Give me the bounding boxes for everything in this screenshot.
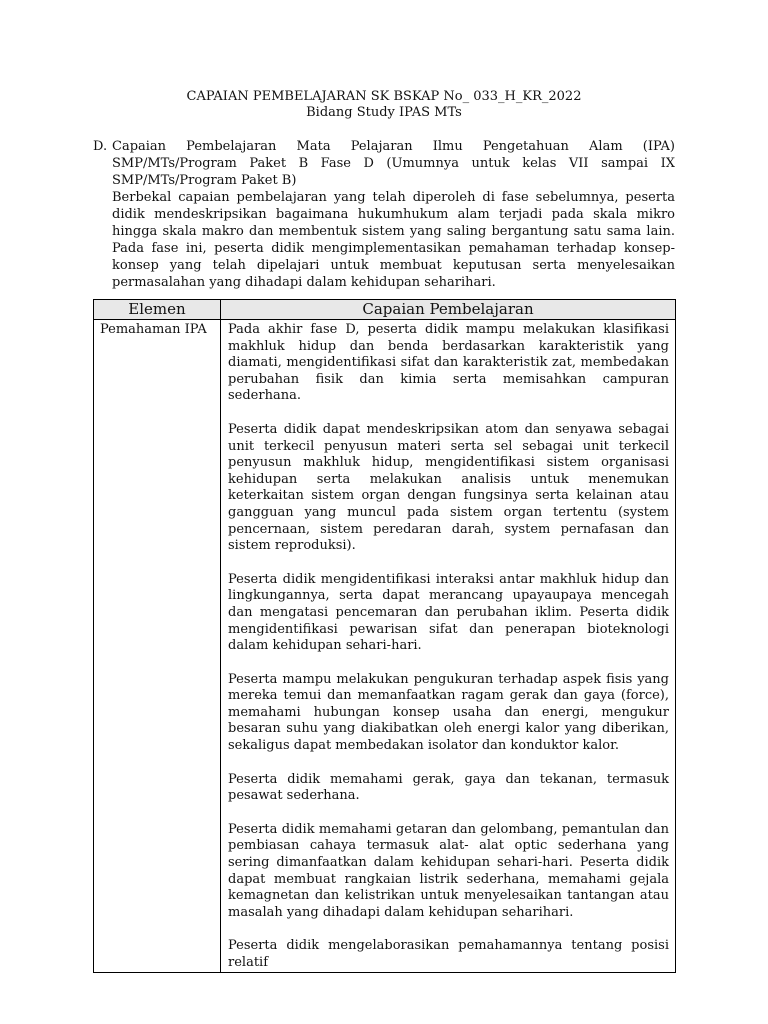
capaian-paragraph: Peserta didik memahami getaran dan gelombang, pemantulan dan pembiasan cahaya termasuk alat- alat optic sederhana yang sering dimanfaatkan dalam kehidupan sehari-hari. Peserta didik dapat membuat rangkaian listrik sederhana, memahami gejala kemagnetan dan kelistrikan untuk menyelesaikan tantangan atau masalah yang dihadapi dalam kehidupan seharihari. xyxy=(228,821,669,920)
section-heading: Capaian Pembelajaran Mata Pelajaran Ilmu Pengetahuan Alam (IPA) SMP/MTs/Program Paket B Fase D (Umumnya untuk kelas VII sampai IX SMP/MTs/Program Paket B) xyxy=(112,139,675,188)
capaian-paragraph: Peserta didik mengidentifikasi interaksi antar makhluk hidup dan lingkungannya, serta dapat merancang upayaupaya mencegah dan mengatasi pencemaran dan perubahan iklim. Peserta didik mengidentifikasi pewarisan sifat dan penerapan bioteknologi dalam kehidupan sehari-hari. xyxy=(228,571,669,654)
capaian-paragraph: Peserta mampu melakukan pengukuran terhadap aspek fisis yang mereka temui dan memanfaatkan ragam gerak dan gaya (force), memahami hubungan konsep usaha dan energi, mengukur besaran suhu yang diakibatkan oleh energi kalor yang diberikan, sekaligus dapat membedakan isolator dan konduktor kalor. xyxy=(228,671,669,754)
section-marker: D. xyxy=(93,139,108,154)
capaian-cell xyxy=(221,320,676,973)
capaian-paragraph: Peserta didik memahami gerak, gaya dan tekanan, termasuk pesawat sederhana. xyxy=(228,771,669,804)
capaian-paragraph: Pada akhir fase D, peserta didik mampu melakukan klasifikasi makhluk hidup dan benda berdasarkan karakteristik yang diamati, mengidentifikasi sifat dan karakteristik zat, membedakan perubahan fisik dan kimia serta memisahkan campuran sederhana. xyxy=(228,322,669,404)
section-body: Berbekal capaian pembelajaran yang telah diperoleh di fase sebelumnya, peserta didik mendeskripsikan bagaimana hukumhukum alam terjadi pada skala mikro hingga skala makro dan membentuk sistem yang saling bergantung satu sama lain. Pada fase ini, peserta didik mengimplementasikan pemahaman terhadap konsep-konsep yang telah dipelajari untuk membuat keputusan serta menyelesaikan permasalahan yang dihadapi dalam kehidupan seharihari. xyxy=(112,190,675,290)
elemen-cell: Pemahaman IPA xyxy=(94,320,221,973)
section-d xyxy=(93,138,675,291)
capaian-table xyxy=(93,299,676,973)
document-subtitle: Bidang Study IPAS MTs xyxy=(306,105,462,120)
capaian-paragraph: Peserta didik mengelaborasikan pemahamannya tentang posisi relatif xyxy=(228,938,669,970)
header-capaian: Capaian Pembelajaran xyxy=(221,300,676,320)
capaian-paragraph: Peserta didik dapat mendeskripsikan atom dan senyawa sebagai unit terkecil penyusun materi serta sel sebagai unit terkecil penyusun makhluk hidup, mengidentifikasi sistem organisasi kehidupan serta melakukan analisis untuk menemukan keterkaitan sistem organ dengan fungsinya serta kelainan atau gangguan yang muncul pada sistem organ tertentu (system pencernaan, sistem peredaran darah, system pernafasan dan sistem reproduksi). xyxy=(228,421,669,554)
table-header-row xyxy=(94,300,676,320)
header-elemen: Elemen xyxy=(94,300,221,320)
table-row xyxy=(94,320,676,973)
document-title: CAPAIAN PEMBELAJARAN SK BSKAP No_ 033_H_KR_2022 xyxy=(186,89,582,104)
